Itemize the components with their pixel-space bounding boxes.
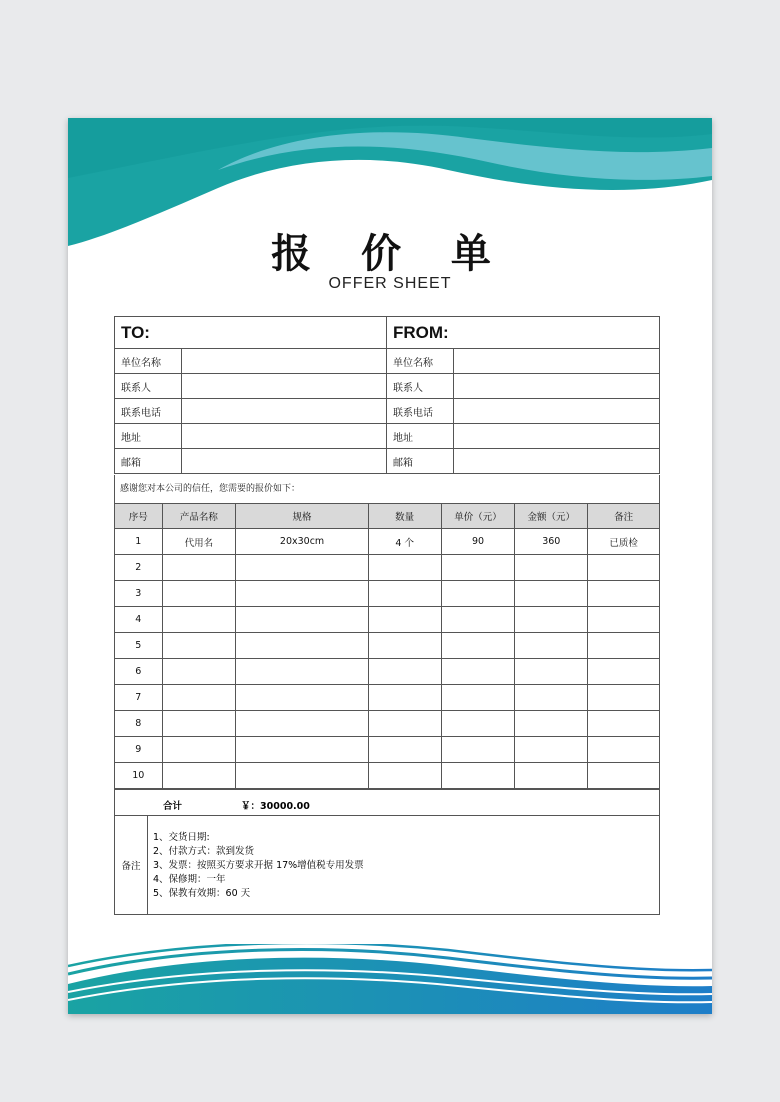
to-label: 联系电话: [115, 399, 182, 424]
cell-quantity[interactable]: [368, 659, 441, 685]
total-amount: ￥：30000.00: [241, 801, 310, 812]
cell-product[interactable]: [162, 711, 236, 737]
cell-remark[interactable]: [588, 581, 660, 607]
cell-amount[interactable]: [515, 581, 588, 607]
items-table: [114, 503, 660, 789]
cell-remark[interactable]: [588, 659, 660, 685]
cell-remark[interactable]: [588, 555, 660, 581]
cell-unit-price[interactable]: [441, 711, 515, 737]
to-label: 单位名称: [115, 349, 182, 374]
table-row: [115, 633, 660, 659]
cell-remark[interactable]: [588, 633, 660, 659]
table-row: [115, 763, 660, 789]
cell-amount[interactable]: 360: [515, 529, 588, 555]
cell-spec[interactable]: [236, 607, 368, 633]
cell-quantity[interactable]: [368, 763, 441, 789]
cell-product[interactable]: 代用名: [162, 529, 236, 555]
cell-index: 10: [115, 763, 163, 789]
from-label: 联系电话: [387, 399, 454, 424]
from-label: 单位名称: [387, 349, 454, 374]
table-row: [115, 607, 660, 633]
table-row: [115, 711, 660, 737]
cell-amount[interactable]: [515, 711, 588, 737]
cell-spec[interactable]: [236, 685, 368, 711]
cell-product[interactable]: [162, 685, 236, 711]
table-row: [115, 555, 660, 581]
note-item: 4、保修期：一年: [153, 874, 226, 885]
cell-spec[interactable]: [236, 763, 368, 789]
table-row: [115, 737, 660, 763]
table-row: [115, 659, 660, 685]
cell-remark[interactable]: [588, 763, 660, 789]
cell-amount[interactable]: [515, 737, 588, 763]
col-header-remark: 备注: [588, 504, 660, 529]
cell-quantity[interactable]: [368, 685, 441, 711]
page-subtitle: OFFER SHEET: [328, 275, 452, 292]
bottom-wave-decoration: [68, 944, 712, 1014]
cell-index: 9: [115, 737, 163, 763]
note-item: 3、发票：按照买方要求开据 17%增值税专用发票: [153, 860, 364, 871]
cell-unit-price[interactable]: [441, 555, 515, 581]
cell-quantity[interactable]: [368, 607, 441, 633]
cell-spec[interactable]: [236, 555, 368, 581]
contact-table: [114, 316, 660, 474]
note-item: 2、付款方式：款到发货: [153, 846, 255, 857]
notes-list: [153, 831, 364, 901]
cell-remark[interactable]: [588, 685, 660, 711]
cell-index: 4: [115, 607, 163, 633]
col-header-unit-price: 单价（元）: [441, 504, 515, 529]
cell-spec[interactable]: 20x30cm: [236, 529, 368, 555]
contact-row: [115, 349, 660, 374]
cell-amount[interactable]: [515, 633, 588, 659]
cell-product[interactable]: [162, 737, 236, 763]
from-heading: FROM:: [387, 317, 660, 349]
to-label: 地址: [115, 424, 182, 449]
to-value-field[interactable]: [182, 349, 387, 374]
cell-unit-price[interactable]: [441, 685, 515, 711]
cell-quantity[interactable]: [368, 737, 441, 763]
cell-unit-price[interactable]: [441, 763, 515, 789]
cell-index: 5: [115, 633, 163, 659]
cell-unit-price[interactable]: [441, 633, 515, 659]
from-label: 联系人: [387, 374, 454, 399]
cell-spec[interactable]: [236, 633, 368, 659]
cell-index: 1: [115, 529, 163, 555]
table-row: [115, 529, 660, 555]
from-label: 邮箱: [387, 449, 454, 474]
to-value-field[interactable]: [182, 374, 387, 399]
contact-row: [115, 374, 660, 399]
cell-quantity[interactable]: [368, 581, 441, 607]
cell-product[interactable]: [162, 659, 236, 685]
from-value-field[interactable]: [454, 349, 660, 374]
total-label: 合计: [163, 801, 183, 812]
table-row: [115, 685, 660, 711]
items-header-row: [115, 504, 660, 529]
cell-unit-price[interactable]: [441, 659, 515, 685]
to-label: 联系人: [115, 374, 182, 399]
cell-quantity[interactable]: [368, 711, 441, 737]
notes-label: 备注: [115, 816, 148, 914]
items-body: [115, 529, 660, 789]
cell-index: 2: [115, 555, 163, 581]
cell-quantity[interactable]: 4 个: [368, 529, 441, 555]
note-item: 5、保教有效期：60 天: [153, 888, 251, 899]
from-value-field[interactable]: [454, 424, 660, 449]
thanks-note: 感谢您对本公司的信任，您需要的报价如下：: [114, 475, 660, 503]
to-value-field[interactable]: [182, 449, 387, 474]
cell-spec[interactable]: [236, 581, 368, 607]
from-value-field[interactable]: [454, 449, 660, 474]
from-value-field[interactable]: [454, 399, 660, 424]
table-row: [115, 581, 660, 607]
cell-index: 6: [115, 659, 163, 685]
contact-row: [115, 449, 660, 474]
cell-unit-price[interactable]: [441, 737, 515, 763]
from-label: 地址: [387, 424, 454, 449]
page-title: 报 价 单: [271, 231, 509, 277]
from-value-field[interactable]: [454, 374, 660, 399]
cell-amount[interactable]: [515, 555, 588, 581]
cell-amount[interactable]: [515, 607, 588, 633]
contact-row: [115, 399, 660, 424]
cell-product[interactable]: [162, 581, 236, 607]
cell-product[interactable]: [162, 607, 236, 633]
quotation-sheet: [68, 118, 712, 1014]
cell-index: 7: [115, 685, 163, 711]
cell-quantity[interactable]: [368, 555, 441, 581]
col-header-spec: 规格: [236, 504, 368, 529]
to-value-field[interactable]: [182, 424, 387, 449]
cell-spec[interactable]: [236, 659, 368, 685]
cell-amount[interactable]: [515, 763, 588, 789]
cell-spec[interactable]: [236, 711, 368, 737]
cell-remark[interactable]: [588, 607, 660, 633]
to-value-field[interactable]: [182, 399, 387, 424]
to-heading: TO:: [115, 317, 387, 349]
cell-amount[interactable]: [515, 685, 588, 711]
col-header-quantity: 数量: [368, 504, 441, 529]
cell-unit-price[interactable]: [441, 581, 515, 607]
cell-product[interactable]: [162, 555, 236, 581]
col-header-product: 产品名称: [162, 504, 236, 529]
to-label: 邮箱: [115, 449, 182, 474]
cell-remark[interactable]: [588, 737, 660, 763]
cell-unit-price[interactable]: 90: [441, 529, 515, 555]
cell-product[interactable]: [162, 633, 236, 659]
cell-index: 8: [115, 711, 163, 737]
cell-unit-price[interactable]: [441, 607, 515, 633]
cell-remark[interactable]: [588, 711, 660, 737]
cell-quantity[interactable]: [368, 633, 441, 659]
col-header-index: 序号: [115, 504, 163, 529]
contact-row: [115, 424, 660, 449]
cell-remark[interactable]: 已质检: [588, 529, 660, 555]
note-item: 1、交货日期:: [153, 832, 210, 843]
cell-product[interactable]: [162, 763, 236, 789]
notes-section: [114, 815, 660, 915]
cell-index: 3: [115, 581, 163, 607]
total-row: [114, 789, 660, 816]
cell-spec[interactable]: [236, 737, 368, 763]
col-header-amount: 金额（元）: [515, 504, 588, 529]
cell-amount[interactable]: [515, 659, 588, 685]
